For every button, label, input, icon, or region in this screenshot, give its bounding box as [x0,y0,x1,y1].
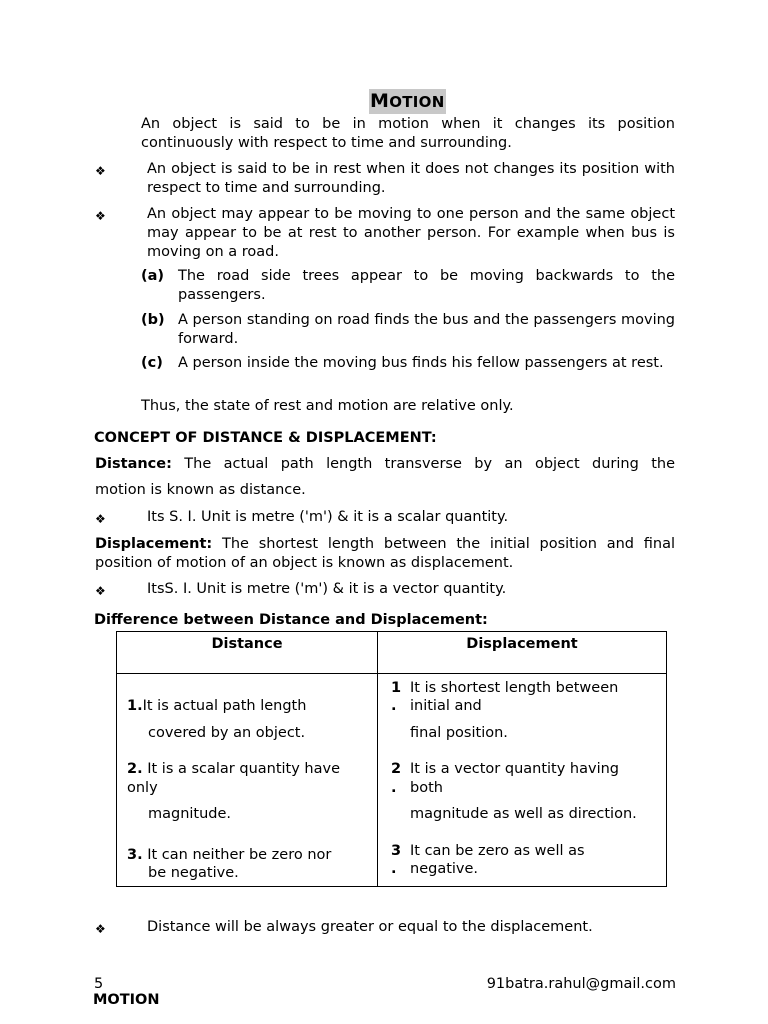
distance-point-2-wrap: only [127,780,158,796]
distance-point-2-cont: magnitude. [148,806,232,822]
point-dot: . [391,861,397,877]
point-number: 3 [391,843,402,859]
footer-email: 91batra.rahul@gmail.com [486,976,676,992]
displacement-definition [95,535,675,573]
example-c: A person inside the moving bus finds his fellow passengers at rest. [178,355,664,371]
displacement-point-2-wrap: both [410,780,443,796]
diamond-bullet-icon: ❖ [95,922,106,936]
displacement-point-2-cont: magnitude as well as direction. [410,806,637,822]
point-number: 1 [391,680,402,696]
distance-term: Distance: [95,456,172,472]
point-text: It can neither be zero nor [142,847,332,863]
bullet-rest: An object is said to be in rest when it does not changes its position with respect to time and surrounding. [147,161,675,196]
displacement-point-1: It is shortest length between [410,680,619,696]
example-label-a: (a) [141,268,165,284]
footer-label: MOTION [93,992,160,1008]
point-number: 3. [127,847,143,863]
bullet-relative-motion: An object may appear to be moving to one person and the same object may appear to be at rest to another person. For example when bus is moving on a road. [147,206,675,260]
displacement-point-2: It is a vector quantity having [410,761,619,777]
point-dot: . [391,698,397,714]
distance-point-2 [127,760,340,779]
final-bullet: Distance will be always greater or equal to the displacement. [147,919,593,935]
displacement-cell [379,675,665,885]
intro-paragraph: An object is said to be in motion when it changes its position continuously with respect to time and surrounding. [141,116,675,151]
diamond-bullet-icon: ❖ [95,209,106,223]
distance-cell [118,675,376,885]
distance-unit: Its S. I. Unit is metre ('m') & it is a scalar quantity. [147,509,509,525]
displacement-point-3: It can be zero as well as [410,843,585,859]
concept-heading: CONCEPT OF DISTANCE & DISPLACEMENT: [94,430,437,446]
page-title [369,89,446,114]
difference-heading: Difference between Distance and Displacement: [94,612,488,628]
distance-definition [95,455,675,474]
distance-column [117,674,378,887]
example-a: The road side trees appear to be moving backwards to the passengers. [178,268,675,303]
point-number: 2 [391,761,402,777]
distance-point-1 [127,697,306,716]
example-b: A person standing on road finds the bus and the passengers moving forward. [178,312,675,347]
displacement-term: Displacement: [95,536,213,552]
point-text: It is a scalar quantity have [142,761,341,777]
page-number: 5 [94,976,104,992]
displacement-def: The shortest length between the initial position and final position of motion of an object is known as displacement. [95,536,675,571]
displacement-column [378,674,667,887]
table-header-distance: Distance [117,632,378,674]
point-text: It is actual path length [142,698,307,714]
displacement-point-1-cont: final position. [410,725,508,741]
displacement-point-1-wrap: initial and [410,698,482,714]
conclusion: Thus, the state of rest and motion are relative only. [141,398,514,414]
difference-table [116,631,667,887]
table-header-displacement: Displacement [378,632,667,674]
point-number: 2. [127,761,143,777]
distance-definition-cont: motion is known as distance. [95,482,306,498]
title-first-letter: M [370,90,390,112]
displacement-unit: ItsS. I. Unit is metre ('m') & it is a vector quantity. [147,581,507,597]
displacement-point-3-wrap: negative. [410,861,479,877]
distance-point-1-cont: covered by an object. [148,725,306,741]
distance-def: The actual path length transverse by an object during the [171,456,675,472]
distance-point-3-cont: be negative. [148,865,239,881]
title-rest: OTION [389,93,445,111]
diamond-bullet-icon: ❖ [95,512,106,526]
distance-point-3 [127,846,331,865]
point-number: 1. [127,698,143,714]
example-label-c: (c) [141,355,163,371]
example-label-b: (b) [141,312,165,328]
point-dot: . [391,780,397,796]
diamond-bullet-icon: ❖ [95,584,106,598]
diamond-bullet-icon: ❖ [95,164,106,178]
